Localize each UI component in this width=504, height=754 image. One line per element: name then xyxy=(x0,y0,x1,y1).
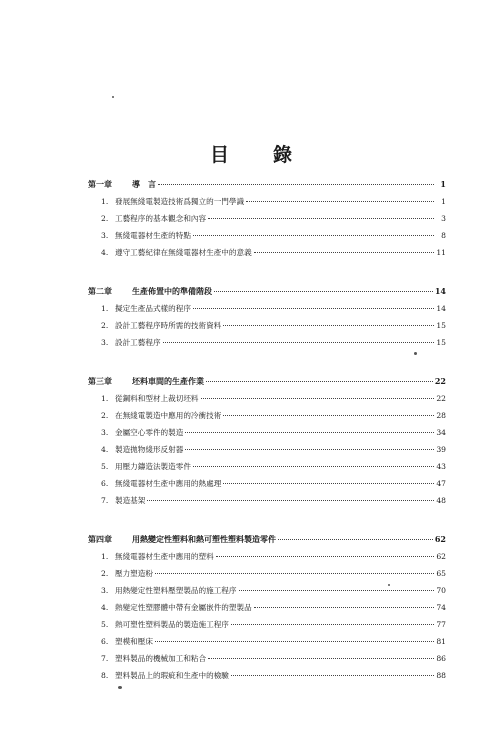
chapter-4 xyxy=(88,531,446,684)
toc-entry[interactable] xyxy=(88,334,446,351)
section-title: 製造拋物綫形反射器 xyxy=(115,445,184,454)
chapter-title: 用熱變定性塑料和熱可塑性塑料製造零件 xyxy=(132,534,276,544)
chapter-number: 第二章 xyxy=(88,286,112,296)
scan-speck xyxy=(118,686,122,689)
toc-entry[interactable] xyxy=(88,210,446,227)
page-number: 47 xyxy=(436,479,446,488)
toc-entry[interactable] xyxy=(88,548,446,565)
scan-speck xyxy=(112,96,114,98)
section-number: 2. xyxy=(101,411,109,420)
page-number: 48 xyxy=(436,496,446,505)
section-number: 1. xyxy=(101,197,109,206)
section-title: 金屬空心零件的製造 xyxy=(115,428,184,437)
toc-entry[interactable] xyxy=(88,300,446,317)
section-title: 設計工藝程序時所需的技術資料 xyxy=(115,321,222,330)
toc-entry[interactable] xyxy=(88,244,446,261)
section-number: 4. xyxy=(101,603,109,612)
dot-leader xyxy=(214,291,433,292)
dot-leader xyxy=(246,201,434,202)
section-number: 4. xyxy=(101,445,109,454)
chapter-3 xyxy=(88,373,446,509)
dot-leader xyxy=(155,573,434,574)
page-number: 15 xyxy=(436,338,446,347)
section-title: 無綫電器材生產中應用的塑料 xyxy=(115,552,214,561)
section-number: 3. xyxy=(101,428,109,437)
page-number: 22 xyxy=(436,394,446,403)
page-number: 8 xyxy=(441,231,446,240)
section-number: 6. xyxy=(101,637,109,646)
chapter-heading[interactable] xyxy=(88,531,446,548)
chapter-1 xyxy=(88,176,446,261)
section-number: 3. xyxy=(101,338,109,347)
section-number: 4. xyxy=(101,248,109,257)
page-number: 70 xyxy=(436,586,446,595)
section-title: 用熱變定性塑料壓塑製品的施工程序 xyxy=(115,586,237,595)
page-number: 11 xyxy=(436,248,446,257)
toc-entry[interactable] xyxy=(88,492,446,509)
section-number: 7. xyxy=(101,496,109,505)
dot-leader xyxy=(155,641,434,642)
page-number: 74 xyxy=(436,603,446,612)
section-number: 7. xyxy=(101,654,109,663)
dot-leader xyxy=(254,607,434,608)
page-number: 62 xyxy=(434,534,446,544)
chapter-title: 坯料車間的生產作業 xyxy=(132,376,204,386)
page-number: 1 xyxy=(440,179,446,189)
section-title: 無綫電器材生產中應用的熱處理 xyxy=(115,479,222,488)
dot-leader xyxy=(185,449,434,450)
chapter-title: 生產佈置中的準備階段 xyxy=(132,286,212,296)
section-title: 熱變定性塑膠體中帶有金屬嵌件的塑製品 xyxy=(115,603,252,612)
page-number: 88 xyxy=(436,671,446,680)
section-number: 8. xyxy=(101,671,109,680)
dot-leader xyxy=(193,308,434,309)
chapter-2 xyxy=(88,283,446,351)
dot-leader xyxy=(223,483,434,484)
section-number: 2. xyxy=(101,321,109,330)
dot-leader xyxy=(206,381,433,382)
toc-entry[interactable] xyxy=(88,599,446,616)
page-number: 77 xyxy=(436,620,446,629)
table-of-contents xyxy=(88,176,446,706)
section-number: 2. xyxy=(101,214,109,223)
dot-leader xyxy=(216,556,434,557)
toc-entry[interactable] xyxy=(88,667,446,684)
page-number: 43 xyxy=(436,462,446,471)
page-number: 15 xyxy=(436,321,446,330)
chapter-heading[interactable] xyxy=(88,373,446,390)
dot-leader xyxy=(208,218,434,219)
page-number: 3 xyxy=(441,214,446,223)
chapter-title: 導 言 xyxy=(132,179,156,189)
chapter-number: 第三章 xyxy=(88,376,112,386)
dot-leader xyxy=(147,500,434,501)
dot-leader xyxy=(185,432,434,433)
dot-leader xyxy=(231,675,434,676)
toc-entry[interactable] xyxy=(88,475,446,492)
dot-leader xyxy=(201,398,434,399)
chapter-number: 第四章 xyxy=(88,534,112,544)
dot-leader xyxy=(278,539,433,540)
chapter-number: 第一章 xyxy=(88,179,112,189)
dot-leader xyxy=(254,252,434,253)
toc-entry[interactable] xyxy=(88,565,446,582)
dot-leader xyxy=(223,415,434,416)
toc-entry[interactable] xyxy=(88,407,446,424)
dot-leader xyxy=(223,325,434,326)
dot-leader xyxy=(163,342,434,343)
page-number: 65 xyxy=(436,569,446,578)
section-title: 工藝程序的基本觀念和內容 xyxy=(115,214,207,223)
toc-entry[interactable] xyxy=(88,390,446,407)
section-number: 5. xyxy=(101,462,109,471)
dot-leader xyxy=(193,235,434,236)
toc-entry[interactable] xyxy=(88,317,446,334)
section-title: 製造基架 xyxy=(115,496,146,505)
toc-entry[interactable] xyxy=(88,633,446,650)
toc-entry[interactable] xyxy=(88,441,446,458)
page-number: 14 xyxy=(436,304,446,313)
dot-leader xyxy=(231,624,434,625)
scan-speck xyxy=(414,352,417,355)
section-title: 遵守工藝紀律在無綫電器材生產中的意義 xyxy=(115,248,252,257)
section-number: 5. xyxy=(101,620,109,629)
chapter-heading[interactable] xyxy=(88,283,446,300)
section-title: 設計工藝程序 xyxy=(115,338,161,347)
page-number: 86 xyxy=(436,654,446,663)
page-number: 81 xyxy=(436,637,446,646)
chapter-heading[interactable] xyxy=(88,176,446,193)
section-title: 熱可塑性塑料製品的製造施工程序 xyxy=(115,620,229,629)
section-number: 2. xyxy=(101,569,109,578)
scan-speck xyxy=(388,584,390,586)
section-number: 6. xyxy=(101,479,109,488)
section-title: 從鋼料和型材上裁切坯料 xyxy=(115,394,199,403)
section-number: 1. xyxy=(101,552,109,561)
toc-entry[interactable] xyxy=(88,582,446,599)
section-title: 無綫電器材生產的特點 xyxy=(115,231,191,240)
section-number: 3. xyxy=(101,586,109,595)
page-title: 目 錄 xyxy=(209,144,294,166)
section-title: 塑料製品上的瑕疵和生產中的檢驗 xyxy=(115,671,229,680)
dot-leader xyxy=(239,590,435,591)
page-number: 14 xyxy=(434,286,446,296)
section-title: 壓力塑造粉 xyxy=(115,569,153,578)
dot-leader xyxy=(158,184,434,185)
toc-entry[interactable] xyxy=(88,616,446,633)
dot-leader xyxy=(208,658,434,659)
toc-entry[interactable] xyxy=(88,458,446,475)
dot-leader xyxy=(193,466,434,467)
section-number: 3. xyxy=(101,231,109,240)
page-number: 28 xyxy=(436,411,446,420)
section-title: 塑料製品的機械加工和粘合 xyxy=(115,654,207,663)
toc-entry[interactable] xyxy=(88,650,446,667)
page-number: 62 xyxy=(436,552,446,561)
toc-entry[interactable] xyxy=(88,193,446,210)
section-title: 發展無綫電製造技術爲獨立的一門學識 xyxy=(115,197,245,206)
section-number: 1. xyxy=(101,304,109,313)
section-title: 擬定生產品式樣的程序 xyxy=(115,304,191,313)
section-title: 在無綫電製造中應用的冷衝技術 xyxy=(115,411,222,420)
section-number: 1. xyxy=(101,394,109,403)
section-title: 用壓力鑄造法製造零件 xyxy=(115,462,191,471)
toc-entry[interactable] xyxy=(88,227,446,244)
page-number: 22 xyxy=(434,376,446,386)
page-number: 39 xyxy=(436,445,446,454)
toc-entry[interactable] xyxy=(88,424,446,441)
page-number: 34 xyxy=(436,428,446,437)
page-number: 1 xyxy=(441,197,446,206)
section-title: 塑模和壓床 xyxy=(115,637,153,646)
